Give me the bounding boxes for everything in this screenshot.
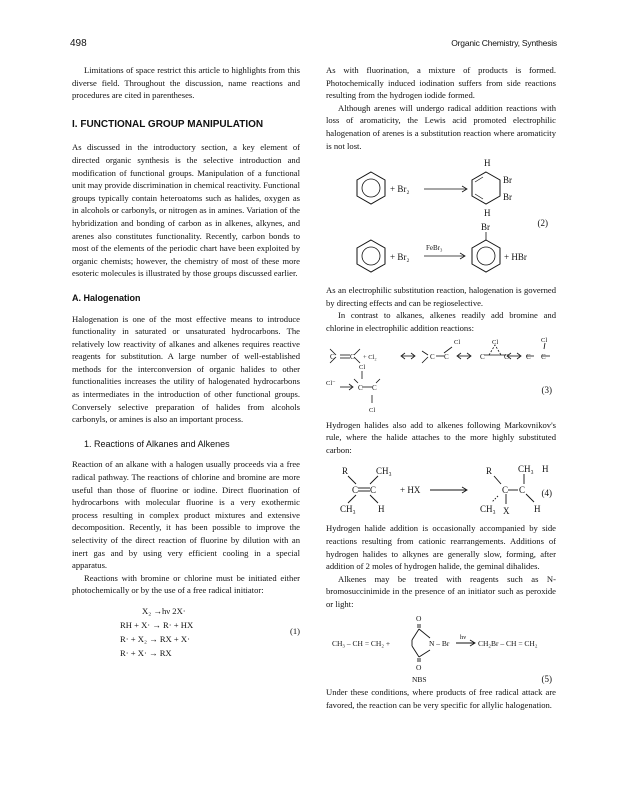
eq2-row2-reagent: + Br₂ [390,252,410,263]
eq5-product: CH₂Br – CH = CH₂ [478,639,538,649]
right-paragraph-1: As with fluorination, a mixture of products is formed. Photochemically induced iodination suffers from side reactions resulting from the hydrogen iodide formed. [326,65,556,101]
svg-text:C: C [330,352,335,361]
eq1-line-3: R· + X₂ → RX + X· [120,633,190,644]
eq3-cl-2: Cl [492,338,499,346]
eq4-ch3-1: CH₃ [376,466,392,477]
eq2-label-br-2: Br [503,192,512,203]
page-number: 498 [70,38,87,49]
right-paragraph-7: Alkenes may be treated with reagents such as N-bromosuccinimide in the presence of an initiator such as peroxide or light: [326,573,556,609]
svg-text:C: C [526,352,531,361]
alkane-paragraph-1: Reaction of an alkane with a halogen usually proceeds via a free radical pathway. The reactions of chlorine and bromine are more useful than those of fluorine or iodine. Direct fluorination of hydrocarbons with molecular fluorine is a very exothermic process resulting in complex product mixtures and extensive decomposition. Recently, it has been possible to improve the selectivity of the direct reaction of fluorine by dilution with an inert gas and by using very efficient cooling in a special apparatus. [72,459,300,571]
svg-text:C: C [504,352,509,361]
eq4-product-h1: H [542,464,549,475]
eq1-line-4: R· + X· → RX [120,647,172,658]
eq4-product-r: R [486,466,493,477]
right-paragraph-3: As an electrophilic substitution reaction, halogenation is governed by directing effects and can be regioselective. [326,285,556,308]
svg-text:C: C [372,383,377,392]
right-paragraph-2: Although arenes will undergo radical addition reactions with loss of aromaticity, the Lewis acid promoted electrophilic halogenation of arenes is a substitution reaction where aromaticity is not lost. [326,102,556,151]
benzene-ring-1 [357,172,385,204]
section-heading: I. FUNCTIONAL GROUP MANIPULATION [72,118,264,130]
svg-text:C: C [541,352,546,361]
eq4-reagent: + HX [400,485,421,496]
svg-text:C: C [502,485,509,496]
eq5-o-bottom: O [416,663,422,673]
alkane-paragraph-2: Reactions with bromine or chlorine must be initiated either photochemically or by the use of a free radical initiator: [72,572,300,596]
eq2-number: (2) [537,218,548,229]
bromobenzene-ring [472,232,500,272]
eq2-catalyst: FeBr₃ [426,244,443,253]
benzene-ring-2 [357,240,385,272]
eq1-line-2: RH + X· → R· + HX [120,619,194,630]
eq3-cl-1: Cl [454,338,461,346]
eq2-label-br-1: Br [503,175,512,186]
dihydro-ring [472,172,500,204]
svg-text:C: C [519,485,526,496]
eq4-product-ch3: CH₃ [518,464,534,475]
eq2-product-br: Br [481,222,490,233]
svg-text:C: C [430,352,435,361]
svg-text:C: C [480,352,485,361]
eq3-number: (3) [541,384,552,395]
eq5-o-top: O [416,614,422,624]
eq4-product-x: X [503,506,510,517]
eq3-cl-4: Cl [359,363,366,371]
eq2-label-h-top: H [484,158,491,169]
subsection-paragraph: Halogenation is one of the most effective means to introduce functionality in saturated or unsaturated hydrocarbons. The relatively low reactivity of alkanes and alkenes requires reactive reagents for substitution. A large number of well-established methods for the interconversion of organic halides to other functionalities increases the utility of halogenated hydrocarbons as intermediates in the introduction of other functional groups. Conversely selective preparation of halides from alcohols carbonyls, or amines is also an important process. [72,313,300,425]
svg-text:C: C [358,383,363,392]
eq4-product-ch3-2: CH₃ [480,504,496,515]
eq2-label-h-bottom: H [484,208,491,219]
intro-paragraph: Limitations of space restrict this article to highlights from this diverse field. Throughout the discussion, name reactions and procedures are cited in parentheses. [72,65,300,101]
svg-text:C: C [444,352,449,361]
right-paragraph-6: Hydrogen halide addition is occasionally accompanied by side reactions resulting from cationic rearrangements. Additions of hydrogen halides to alkynes are generally slow, forming, after addition of 2 moles of hydrogen halide, the geminal dihalides. [326,523,556,572]
subsubsection-heading: 1. Reactions of Alkanes and Alkenes [84,438,230,449]
section-paragraph: As discussed in the introductory section, a key element of directed organic synthesis is the selective introduction and modification of functional groups. Manipulation of a functional unit may provide discrimination in chemical reactivity. Functional groups typically contain heteroatoms such as halides, oxygen as in alcohols or carbonyls, or nitrogen as in amines. Variation of the hybridization and bonding of carbon as in alkenes, alkynes, and arenes also constitutes functionality. Recently, carbon bonds to most of the elements of the periodic chart have been exploited by organic chemists; however, the chemistry of most of these more esoteric molecules is illustrated by those groups discussed earlier. [72,142,300,279]
eq2-row1-reagent: + Br₂ [390,184,410,195]
right-paragraph-5: Hydrogen halides also add to alkenes following Markovnikov's rule, where the halide attaches to the more highly substituted carbon: [326,419,556,455]
eq4-product-h2: H [534,504,541,515]
equation-2 [326,154,556,284]
equation-5 [326,612,556,686]
running-title: Organic Chemistry, Synthesis [451,38,557,48]
eq2-byproduct: + HBr [504,252,527,263]
eq5-nbs-label: NBS [412,675,427,685]
eq1-number: (1) [289,625,300,636]
svg-text:C: C [370,485,377,496]
eq4-r: R [342,466,349,477]
right-paragraph-4: In contrast to alkanes, alkenes readily add bromine and chlorine in electrophilic addition reactions: [326,310,556,333]
eq5-number: (5) [541,674,552,685]
subsection-heading: A. Halogenation [72,292,141,303]
right-paragraph-8: Under these conditions, where products of free radical attack are favored, the reaction can be very specific for allylic halogenation. [326,687,556,711]
svg-text:C: C [352,485,359,496]
eq3-cl-minus: Cl⁻ [326,379,336,387]
eq4-h: H [378,504,385,515]
eq5-hv: hν [460,634,467,642]
svg-text:C: C [350,352,355,361]
eq3-reagent: + Cl₂ [363,353,377,361]
equation-3 [326,335,556,419]
eq5-reactant: CH₃ – CH = CH₂ + [332,639,391,649]
eq3-cl-3: Cl [541,336,548,344]
eq5-nbr: N – Br [429,639,450,649]
equation-4 [326,460,556,522]
right-column [326,64,556,712]
eq4-ch3-2: CH₃ [340,504,356,515]
equation-1 [72,605,300,669]
eq3-cl-5: Cl [369,406,376,414]
left-column [72,64,300,669]
eq4-number: (4) [541,488,552,499]
eq1-line-1: X₂ →hν 2X· [142,605,186,616]
